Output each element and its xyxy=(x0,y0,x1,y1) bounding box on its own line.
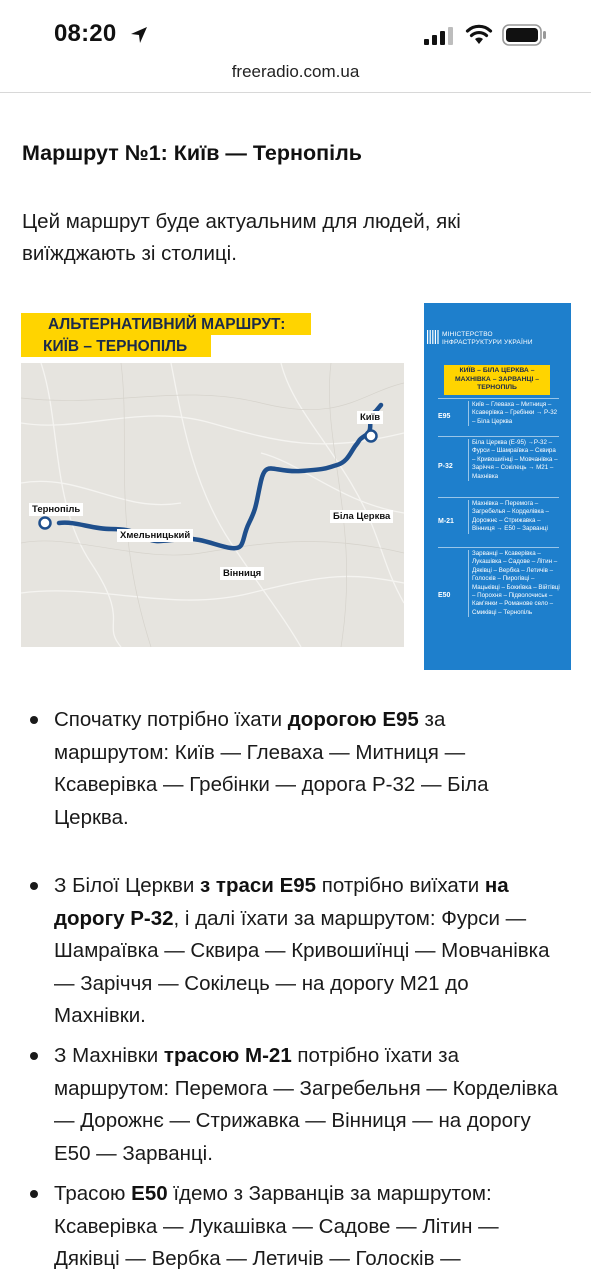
route-code: M-21 xyxy=(438,518,454,525)
list-item-text: Трасою xyxy=(54,1182,132,1205)
list-item-text: З Білої Церкви xyxy=(54,874,201,897)
ministry-info-panel xyxy=(424,303,571,670)
ministry-route-title: КИЇВ – БІЛА ЦЕРКВА – МАХНІВКА – ЗАРВАНЦІ – ТЕРНОПІЛЬ xyxy=(444,365,550,395)
list-item-text: З Махнівки xyxy=(54,1044,164,1067)
route-description: Зарванці – Ксаверівка – Лукашівка – Садове – Літин – Дяківці – Вербка – Летичів – Голосків – Пирогівці – Мацьківці – Бокиївка – Війтівці – Порохня – Підволочиськ – Кам'янки – Романове село – Смиківці – Тернопіль xyxy=(468,550,560,617)
route-line xyxy=(59,405,381,548)
list-item-text: Спочатку потрібно їхати xyxy=(54,708,288,731)
list-item xyxy=(54,1178,564,1276)
list-item-bold: на дорогу Р-32 xyxy=(54,874,509,930)
city-label-khmelnytskyi: Хмельницький xyxy=(117,529,193,542)
list-item xyxy=(54,704,564,834)
article-intro: Цей маршрут буде актуальним для людей, які виїжджають зі столиці. xyxy=(22,210,461,265)
list-item-bold: трасою М-21 xyxy=(163,1044,292,1067)
article-title: Маршрут №1: Київ — Тернопіль xyxy=(22,141,362,165)
route-description: Київ – Глеваха – Митниця – Ксаверівка – Гребінки → Р-32 – Біла Церква xyxy=(468,401,560,426)
bullet-dot-icon xyxy=(30,1052,38,1060)
city-label-ternopil: Тернопіль xyxy=(29,503,83,516)
list-item-text: за маршрутом: Київ — Глеваха — Митниця — Ксаверівка — Гребінки — дорога Р-32 — Біла Церква. xyxy=(54,708,489,829)
ministry-logo-icon xyxy=(427,330,439,344)
list-item-text: потрібно виїхати xyxy=(316,874,485,897)
bullet-dot-icon xyxy=(30,1190,38,1198)
bullet-dot-icon xyxy=(30,882,38,890)
battery-icon xyxy=(502,24,548,46)
bullet-dot-icon xyxy=(30,716,38,724)
list-item xyxy=(54,870,564,1033)
list-item-bold: Е50 xyxy=(131,1182,168,1205)
list-item xyxy=(54,1040,564,1170)
route-description: Махнівка – Перемога – Загребелья – Корделівка – Дорожнє – Стрижавка – Вінниця → Е50 – Зарванці xyxy=(468,500,560,534)
route-map-image xyxy=(21,300,571,672)
cellular-signal-icon xyxy=(424,27,454,45)
list-item-bold: дорогою Е95 xyxy=(287,708,419,731)
route-row xyxy=(438,436,559,497)
wifi-icon xyxy=(465,24,493,46)
list-item-text: їдемо з Зарванців за маршрутом: Ксаверівка — Лукашівка — Садове — Літин — Дяківці — Вербка — Летичів — Голосків — xyxy=(54,1182,499,1270)
ministry-name-line2: ІНФРАСТРУКТУРИ УКРАЇНИ xyxy=(442,339,533,346)
city-label-kyiv: Київ xyxy=(357,411,383,424)
url-text: freeradio.com.ua xyxy=(231,62,360,81)
route-row xyxy=(438,497,559,547)
status-time: 08:20 xyxy=(54,20,117,47)
list-item-bold: з траси Е95 xyxy=(200,874,317,897)
map-banner-line2: КИЇВ – ТЕРНОПІЛЬ xyxy=(21,335,211,357)
ministry-name-line1: МІНІСТЕРСТВО xyxy=(442,331,493,338)
location-arrow-icon xyxy=(128,24,150,46)
status-bar xyxy=(0,0,591,62)
url-bar[interactable] xyxy=(0,62,591,92)
url-divider xyxy=(0,92,591,93)
ministry-name xyxy=(442,331,533,347)
map-canvas xyxy=(21,363,404,647)
route-row xyxy=(438,398,559,436)
list-item-text: , і далі їхати за маршрутом: Фурси — Шамраївка — Сквира — Кривошиїнці — Мовчанівка — Заріччя — Сокілець — на дорогу М21 до Махнівки. xyxy=(54,906,550,1027)
route-code: E50 xyxy=(438,592,451,599)
ternopil-marker xyxy=(40,518,51,529)
route-code: E95 xyxy=(438,413,451,420)
city-label-vinnytsia: Вінниця xyxy=(220,567,264,580)
route-row xyxy=(438,547,559,667)
list-item-text: потрібно їхати за маршрутом: Перемога — Загребельня — Корделівка — Дорожнє — Стрижавка — Вінниця — на дорогу Е50 — Зарванці. xyxy=(54,1044,558,1165)
route-description: Біла Церква (Е-95) →Р-32 – Фурси – Шамраївка – Сквира – Кривошиїнці – Мовчанівка – Заріччя – Сокілець → М21 – Махнівка xyxy=(468,439,560,481)
map-banner-line1: АЛЬТЕРНАТИВНИЙ МАРШРУТ: xyxy=(21,313,311,335)
city-label-bila-tserkva: Біла Церква xyxy=(330,510,393,523)
route-code: P-32 xyxy=(438,463,453,470)
kyiv-marker xyxy=(366,431,377,442)
